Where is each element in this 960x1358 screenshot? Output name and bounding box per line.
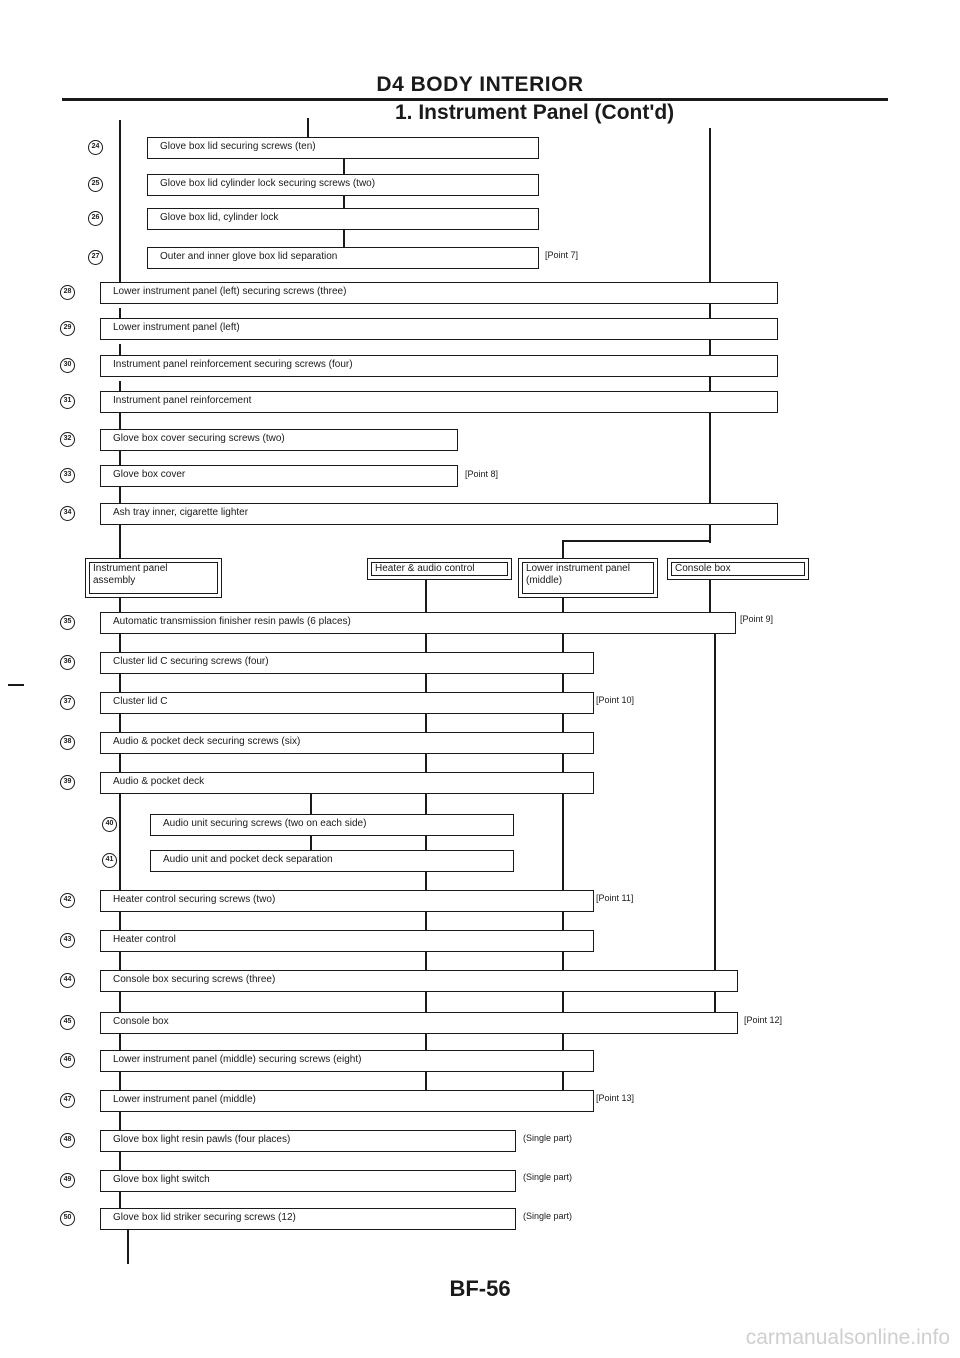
- group-box: [85, 558, 222, 598]
- step-number-circle: 28: [60, 285, 75, 300]
- connector-line: [562, 598, 564, 612]
- connector-line: [425, 952, 427, 970]
- connector-line: [709, 413, 711, 503]
- step-label: Lower instrument panel (middle): [113, 1094, 256, 1105]
- connector-line: [709, 377, 711, 391]
- step-box: [100, 1208, 516, 1230]
- step-number-circle: 24: [88, 140, 103, 155]
- connector-line: [562, 952, 564, 970]
- connector-line: [119, 1034, 121, 1050]
- connector-line: [119, 1192, 121, 1208]
- connector-line: [119, 487, 121, 503]
- step-number-circle: 42: [60, 893, 75, 908]
- step-box: [100, 612, 736, 634]
- connector-line: [119, 714, 121, 732]
- point-reference: [Point 13]: [596, 1093, 635, 1103]
- connector-line: [562, 714, 564, 732]
- connector-line: [119, 381, 121, 391]
- single-part-note: (Single part): [523, 1133, 573, 1143]
- step-label: Audio unit and pocket deck separation: [163, 854, 333, 865]
- step-label: Console box: [113, 1016, 169, 1027]
- step-number-circle: 48: [60, 1133, 75, 1148]
- point-reference: [Point 12]: [744, 1015, 783, 1025]
- step-number-circle: 34: [60, 506, 75, 521]
- group-label: Heater & audio control: [375, 563, 475, 574]
- connector-line: [119, 992, 121, 1012]
- step-label: Cluster lid C: [113, 696, 168, 707]
- group-box: [367, 558, 512, 580]
- step-number-circle: 44: [60, 973, 75, 988]
- point-reference: [Point 10]: [596, 695, 635, 705]
- step-box: [100, 282, 778, 304]
- connector-line: [425, 912, 427, 930]
- connector-line: [119, 1072, 121, 1090]
- step-box: [100, 930, 594, 952]
- step-number-circle: 41: [102, 853, 117, 868]
- step-number-circle: 25: [88, 177, 103, 192]
- connector-line: [714, 634, 716, 970]
- connector-line: [562, 540, 710, 542]
- step-label: Audio & pocket deck: [113, 776, 205, 787]
- connector-line: [119, 1112, 121, 1130]
- connector-line: [119, 754, 121, 772]
- step-box: [100, 1050, 594, 1072]
- connector-line: [119, 413, 121, 429]
- step-label: Lower instrument panel (left): [113, 322, 240, 333]
- single-part-note: (Single part): [523, 1172, 573, 1182]
- step-label: Automatic transmission finisher resin pawls (6 places): [113, 616, 351, 627]
- step-box: [100, 1012, 738, 1034]
- step-box: [100, 1130, 516, 1152]
- connector-line: [119, 634, 121, 652]
- group-label: Lower instrument panel (middle): [526, 563, 630, 586]
- step-box: [100, 970, 738, 992]
- step-box: [100, 355, 778, 377]
- connector-line: [709, 580, 711, 612]
- step-number-circle: 29: [60, 321, 75, 336]
- step-label: Glove box lid, cylinder lock: [160, 212, 279, 223]
- point-reference: [Point 9]: [740, 614, 774, 624]
- step-label: Instrument panel reinforcement securing screws (four): [113, 359, 353, 370]
- step-number-circle: 39: [60, 775, 75, 790]
- margin-mark: [8, 684, 24, 686]
- connector-line: [425, 1034, 427, 1050]
- step-box: [100, 890, 594, 912]
- step-number-circle: 38: [60, 735, 75, 750]
- step-number-circle: 40: [102, 817, 117, 832]
- step-label: Glove box lid securing screws (ten): [160, 141, 316, 152]
- step-number-circle: 50: [60, 1211, 75, 1226]
- connector-line: [127, 1230, 129, 1264]
- point-reference: [Point 7]: [545, 250, 579, 260]
- connector-line: [425, 1072, 427, 1090]
- step-box: [100, 1090, 594, 1112]
- step-box: [150, 814, 514, 836]
- step-number-circle: 36: [60, 655, 75, 670]
- section-title: D4 BODY INTERIOR: [376, 73, 584, 96]
- step-box: [147, 247, 539, 269]
- connector-line: [310, 794, 312, 814]
- step-box: [147, 137, 539, 159]
- connector-line: [714, 992, 716, 1012]
- step-number-circle: 31: [60, 394, 75, 409]
- step-label: Glove box lid cylinder lock securing screws (two): [160, 178, 376, 189]
- connector-line: [310, 836, 312, 850]
- connector-line: [425, 580, 427, 612]
- connector-line: [119, 451, 121, 465]
- step-label: Glove box light resin pawls (four places): [113, 1134, 291, 1145]
- connector-line: [562, 634, 564, 652]
- step-label: Glove box cover: [113, 469, 186, 480]
- step-box: [100, 429, 458, 451]
- step-number-circle: 33: [60, 468, 75, 483]
- step-label: Heater control: [113, 934, 176, 945]
- step-box: [100, 465, 458, 487]
- connector-line: [562, 754, 564, 772]
- step-label: Glove box lid striker securing screws (12): [113, 1212, 296, 1223]
- connector-line: [562, 992, 564, 1012]
- step-number-circle: 30: [60, 358, 75, 373]
- connector-line: [562, 794, 564, 890]
- connector-line: [425, 872, 427, 890]
- step-box: [147, 174, 539, 196]
- connector-line: [119, 674, 121, 692]
- step-label: Cluster lid C securing screws (four): [113, 656, 269, 667]
- connector-line: [425, 794, 427, 814]
- step-number-circle: 35: [60, 615, 75, 630]
- connector-line: [119, 912, 121, 930]
- step-label: Audio unit securing screws (two on each side): [163, 818, 367, 829]
- step-label: Glove box light switch: [113, 1174, 210, 1185]
- connector-line: [562, 1072, 564, 1090]
- step-box: [147, 208, 539, 230]
- connector-line: [119, 794, 121, 890]
- step-number-circle: 27: [88, 250, 103, 265]
- step-number-circle: 47: [60, 1093, 75, 1108]
- step-number-circle: 26: [88, 211, 103, 226]
- connector-line: [119, 598, 121, 612]
- step-label: Audio & pocket deck securing screws (six): [113, 736, 301, 747]
- connector-line: [119, 120, 121, 290]
- step-label: Console box securing screws (three): [113, 974, 276, 985]
- step-box: [100, 318, 778, 340]
- connector-line: [425, 836, 427, 850]
- connector-line: [562, 1034, 564, 1050]
- step-box: [100, 391, 778, 413]
- point-reference: [Point 8]: [465, 469, 499, 479]
- step-box: [100, 772, 594, 794]
- connector-line: [425, 754, 427, 772]
- connector-line: [119, 525, 121, 560]
- step-label: Heater control securing screws (two): [113, 894, 276, 905]
- step-box: [150, 850, 514, 872]
- group-box: [667, 558, 809, 580]
- step-box: [100, 1170, 516, 1192]
- connector-line: [709, 304, 711, 318]
- connector-line: [343, 159, 345, 175]
- step-label: Lower instrument panel (left) securing screws (three): [113, 286, 347, 297]
- connector-line: [562, 540, 564, 558]
- connector-line: [562, 674, 564, 692]
- step-number-circle: 49: [60, 1173, 75, 1188]
- connector-line: [425, 634, 427, 652]
- step-label: Outer and inner glove box lid separation: [160, 251, 338, 262]
- group-label: Console box: [675, 563, 731, 574]
- step-number-circle: 45: [60, 1015, 75, 1030]
- step-box: [100, 732, 594, 754]
- connector-line: [343, 230, 345, 248]
- step-number-circle: 37: [60, 695, 75, 710]
- page-subtitle: 1. Instrument Panel (Cont'd): [395, 101, 675, 124]
- connector-line: [119, 952, 121, 970]
- connector-line: [425, 674, 427, 692]
- connector-line: [709, 340, 711, 355]
- step-label: Lower instrument panel (middle) securing screws (eight): [113, 1054, 362, 1065]
- step-number-circle: 32: [60, 432, 75, 447]
- group-label: Instrument panel assembly: [93, 563, 168, 586]
- connector-line: [119, 1152, 121, 1170]
- step-number-circle: 43: [60, 933, 75, 948]
- step-number-circle: 46: [60, 1053, 75, 1068]
- step-label: Instrument panel reinforcement: [113, 395, 252, 406]
- connector-line: [425, 992, 427, 1012]
- watermark: carmanualsonline.info: [745, 1326, 950, 1349]
- connector-line: [119, 344, 121, 355]
- single-part-note: (Single part): [523, 1211, 573, 1221]
- connector-line: [119, 308, 121, 318]
- connector-line: [562, 912, 564, 930]
- step-box: [100, 692, 594, 714]
- point-reference: [Point 11]: [596, 893, 634, 903]
- connector-line: [425, 714, 427, 732]
- step-box: [100, 652, 594, 674]
- connector-line: [709, 128, 711, 284]
- step-label: Ash tray inner, cigarette lighter: [113, 507, 249, 518]
- step-box: [100, 503, 778, 525]
- group-box: [518, 558, 658, 598]
- step-label: Glove box cover securing screws (two): [113, 433, 285, 444]
- connector-line: [307, 118, 309, 138]
- page-number: BF-56: [449, 1276, 511, 1301]
